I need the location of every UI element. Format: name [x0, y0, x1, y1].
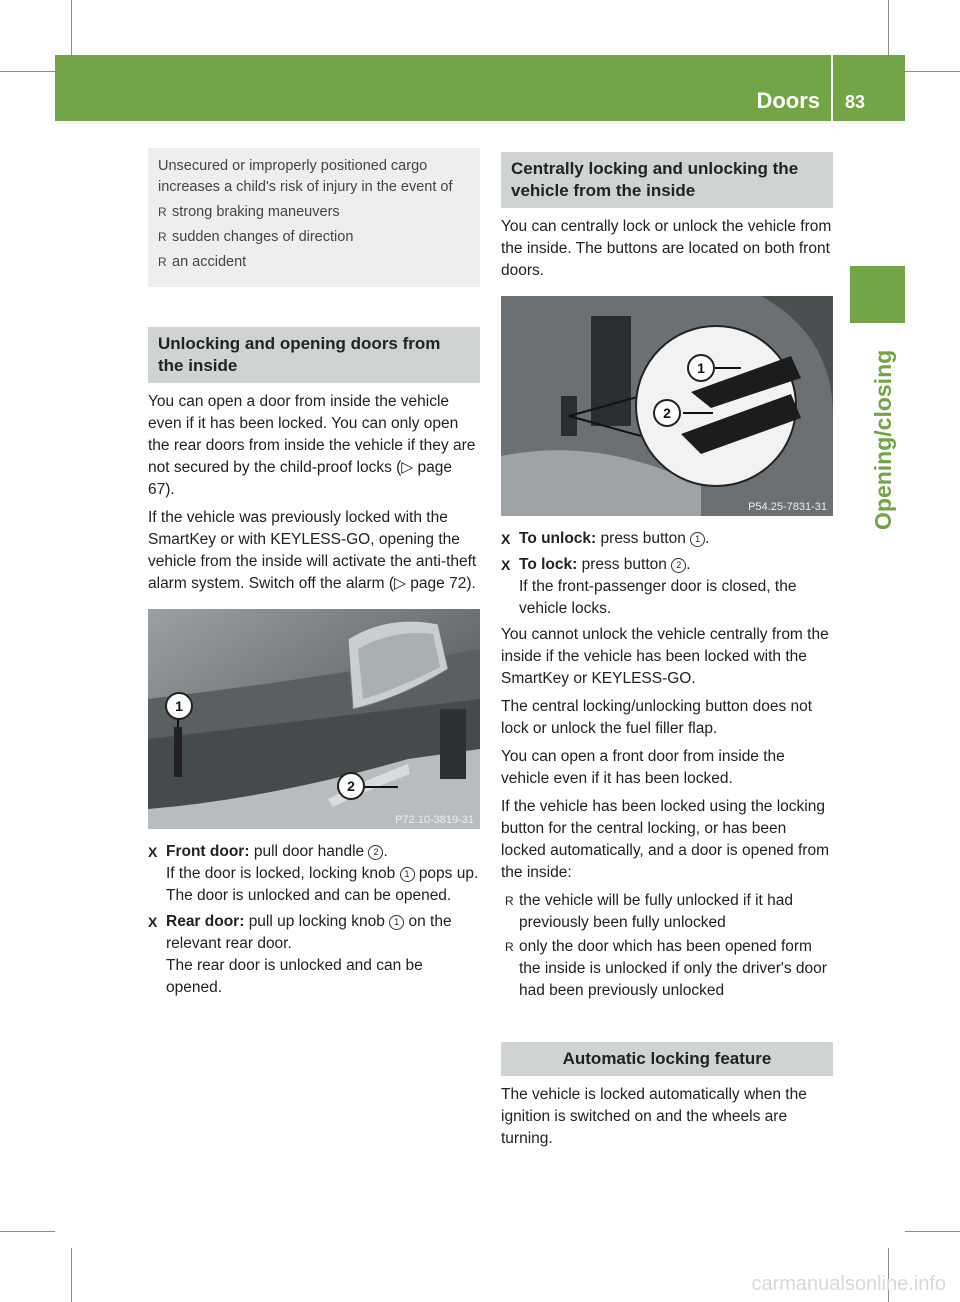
step-text: press button: [600, 530, 686, 547]
page-number: 83: [845, 92, 866, 112]
crop-mark: [888, 0, 889, 55]
page-title: Doors: [756, 88, 820, 113]
left-column: [148, 148, 480, 1003]
ref-number: 2: [671, 558, 686, 573]
step-text: pull up locking knob: [248, 913, 385, 930]
step-text: on the relevant rear door.: [166, 913, 452, 952]
step-text: .: [383, 843, 388, 860]
step-item: X To unlock: press button 1 .: [501, 528, 833, 550]
bullet-item: R only the door which has been opened form the inside is unlocked if only the driver's door had been previously unlocked: [501, 936, 833, 1002]
paragraph: You can centrally lock or unlock the vehicle from the inside. The buttons are located on both front doors.: [501, 218, 832, 279]
step-list: [148, 841, 480, 999]
warning-intro: Unsecured or improperly positioned cargo increases a child's risk of injury in the event of: [158, 158, 453, 195]
step-list: [501, 528, 833, 620]
step-text: press button: [581, 556, 667, 573]
warning-item: R strong braking maneuvers: [158, 202, 470, 223]
door-handle-figure: [148, 609, 480, 829]
section-tab: [850, 266, 905, 323]
step-item: [148, 841, 480, 907]
ref-number: 1: [389, 915, 404, 930]
crop-mark: [0, 1231, 55, 1232]
step-text: pull door handle: [253, 843, 365, 860]
bullet-list: [501, 890, 833, 1002]
bullet-item: R the vehicle will be fully unlocked if it had previously been fully unlocked: [501, 890, 833, 934]
header-divider: [831, 55, 833, 121]
crop-mark: [905, 1231, 960, 1232]
step-item: X To lock: press button 2 . If the front-passenger door is closed, the vehicle locks.: [501, 554, 833, 620]
ref-number: 1: [400, 867, 415, 882]
section-heading: Centrally locking and unlocking the vehicle from the inside: [501, 152, 833, 208]
step-label: Front door:: [166, 843, 250, 860]
chapter-label: Opening/closing: [870, 349, 896, 530]
warning-item: R an accident: [158, 252, 470, 273]
figure-code: P72.10-3819-31: [395, 814, 474, 826]
right-column: [501, 152, 833, 1156]
paragraph: The central locking/unlocking button does not lock or unlock the fuel filler flap.: [501, 698, 813, 737]
crop-mark: [0, 71, 55, 72]
door-interior-illustration: [148, 609, 480, 829]
figure-code: P54.25-7831-31: [748, 501, 827, 513]
paragraph: If the vehicle was previously locked with the SmartKey or with KEYLESS-GO, opening the vehicle from the inside will activate the anti-theft alarm system. Switch off the alarm (▷ page 72).: [148, 509, 477, 592]
callout-2: 2: [653, 399, 681, 427]
step-subtext: pops up. The door is unlocked and can be opened.: [166, 865, 479, 904]
step-item: [148, 911, 480, 999]
step-subtext: If the front-passenger door is closed, the vehicle locks.: [519, 578, 797, 617]
central-locking-figure: [501, 296, 833, 516]
section-heading: Automatic locking feature: [501, 1042, 833, 1076]
warning-list: [158, 202, 470, 273]
warning-box: [148, 148, 480, 287]
callout-1: 1: [687, 354, 715, 382]
callout-2: 2: [337, 772, 365, 800]
paragraph: You can open a front door from inside the vehicle even if it has been locked.: [501, 748, 785, 787]
warning-item: R sudden changes of direction: [158, 227, 470, 248]
paragraph: You cannot unlock the vehicle centrally from the inside if the vehicle has been locked with the SmartKey or KEYLESS-GO.: [501, 626, 829, 687]
step-label: Rear door:: [166, 913, 245, 930]
crop-mark: [71, 1248, 72, 1302]
paragraph: The vehicle is locked automatically when the ignition is switched on and the wheels are turning.: [501, 1086, 807, 1147]
callout-1: 1: [165, 692, 193, 720]
paragraph: You can open a door from inside the vehicle even if it has been locked. You can only open the rear doors from inside the vehicle if they are not secured by the child-proof locks (▷ page 67).: [148, 393, 476, 498]
step-subtext: If the door is locked, locking knob: [166, 865, 396, 882]
crop-mark: [71, 0, 72, 55]
crop-mark: [905, 71, 960, 72]
section-heading: Unlocking and opening doors from the inside: [148, 327, 480, 383]
step-label: To unlock:: [519, 530, 597, 547]
step-subtext: The rear door is unlocked and can be opened.: [166, 957, 423, 996]
ref-number: 1: [690, 532, 705, 547]
watermark: carmanualsonline.info: [751, 1273, 946, 1295]
paragraph: If the vehicle has been locked using the locking button for the central locking, or has been locked automatically, and a door is opened from the inside:: [501, 798, 829, 881]
ref-number: 2: [368, 845, 383, 860]
step-label: To lock:: [519, 556, 578, 573]
